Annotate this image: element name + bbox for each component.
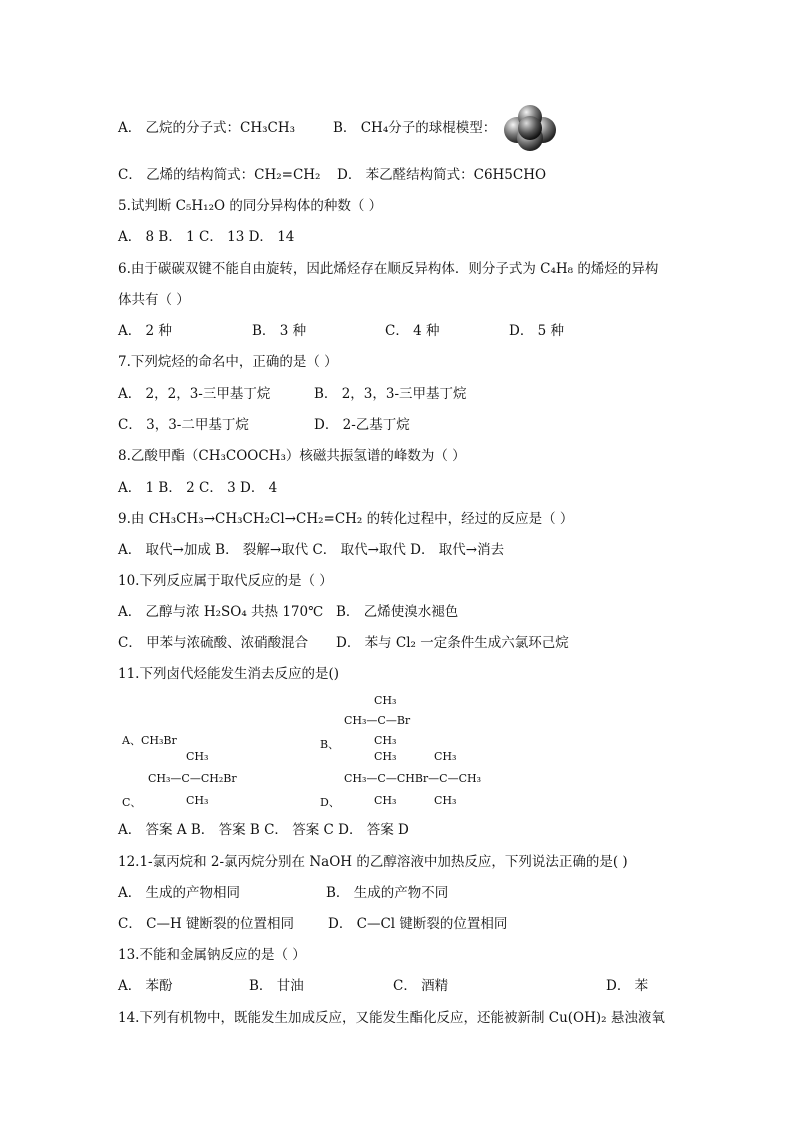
q6-stem-line2: 体共有（ ） xyxy=(118,292,190,308)
q11-fig-b-main-chain: CH₃—C—Br xyxy=(344,714,411,727)
q10-option-d: D． 苯与 Cl₂ 一定条件生成六氯环己烷 xyxy=(336,635,569,651)
q11-fig-a-label: A、CH₃Br xyxy=(122,734,177,747)
q13-option-d: D． 苯 xyxy=(606,978,649,994)
q7-option-d: D． 2-乙基丁烷 xyxy=(314,417,410,433)
q10-option-c: C． 甲苯与浓硫酸、浓硝酸混合 xyxy=(118,635,309,651)
q4-option-a: A． 乙烷的分子式：CH₃CH₃ xyxy=(118,120,296,136)
q12-option-c: C． C—H 键断裂的位置相同 xyxy=(118,916,295,932)
q12-option-a: A． 生成的产物相同 xyxy=(118,885,241,901)
q13-stem: 13.不能和金属钠反应的是（ ） xyxy=(118,947,306,963)
q11-fig-b-label: B、 xyxy=(320,738,340,751)
q11-fig-c-top-ch3: CH₃ xyxy=(186,750,209,763)
q11-fig-d-label: D、 xyxy=(320,796,340,809)
q12-option-b: B． 生成的产物不同 xyxy=(326,885,449,901)
q11-fig-c-bottom-ch3: CH₃ xyxy=(186,794,209,807)
q13-option-c: C． 酒精 xyxy=(393,978,449,994)
q6-option-d: D． 5 种 xyxy=(509,323,564,339)
q13-option-a: A． 苯酚 xyxy=(118,978,173,994)
q5-stem: 5.试判断 C₅H₁₂O 的同分异构体的种数（ ） xyxy=(118,198,383,214)
q7-option-c: C． 3，3-二甲基丁烷 xyxy=(118,417,249,433)
q5-options: A． 8 B． 1 C． 13 D． 14 xyxy=(118,229,295,245)
ch4-ball-model-image xyxy=(503,104,557,152)
q10-option-b: B． 乙烯使溴水褪色 xyxy=(336,604,459,620)
q11-fig-d-main-chain: CH₃—C—CHBr—C—CH₃ xyxy=(344,772,482,785)
q4-option-b: B． CH₄分子的球棍模型： xyxy=(333,120,497,136)
q4-option-c: C． 乙烯的结构简式：CH₂=CH₂ xyxy=(118,167,321,183)
q6-option-c: C． 4 种 xyxy=(385,323,440,339)
q7-option-a: A． 2，2，3-三甲基丁烷 xyxy=(118,386,271,402)
q9-stem: 9.由 CH₃CH₃→CH₃CH₂Cl→CH₂=CH₂ 的转化过程中，经过的反应是（ ） xyxy=(118,511,574,527)
q10-option-a: A． 乙醇与浓 H₂SO₄ 共热 170℃ xyxy=(118,604,324,620)
q11-fig-b-bottom-ch3: CH₃ xyxy=(374,734,397,747)
q6-stem-line1: 6.由于碳碳双键不能自由旋转，因此烯烃存在顺反异构体．则分子式为 C₄H₈ 的烯烃的异构 xyxy=(118,261,659,277)
q13-option-b: B． 甘油 xyxy=(249,978,304,994)
q11-fig-c-label: C、 xyxy=(122,796,142,809)
q11-options: A． 答案 A B． 答案 B C． 答案 C D． 答案 D xyxy=(118,822,409,838)
q11-structural-formulas-figure xyxy=(118,690,488,810)
q12-option-d: D． C—Cl 键断裂的位置相同 xyxy=(328,916,508,932)
q10-stem: 10.下列反应属于取代反应的是（ ） xyxy=(118,573,333,589)
q7-stem: 7.下列烷烃的命名中，正确的是（ ） xyxy=(118,354,338,370)
q7-option-b: B． 2，3，3-三甲基丁烷 xyxy=(314,386,467,402)
q11-fig-c-main-chain: CH₃—C—CH₂Br xyxy=(148,772,237,785)
q9-options: A． 取代→加成 B． 裂解→取代 C． 取代→取代 D． 取代→消去 xyxy=(118,542,505,558)
q11-fig-d-bottom-ch3-left: CH₃ xyxy=(374,794,397,807)
q8-stem: 8.乙酸甲酯（CH₃COOCH₃）核磁共振氢谱的峰数为（ ） xyxy=(118,448,466,464)
q11-fig-d-top-ch3-left: CH₃ xyxy=(374,750,397,763)
q6-option-b: B． 3 种 xyxy=(252,323,307,339)
q11-stem: 11.下列卤代烃能发生消去反应的是() xyxy=(118,666,340,682)
q12-stem: 12.1-氯丙烷和 2-氯丙烷分别在 NaOH 的乙醇溶液中加热反应，下列说法正确的是( ) xyxy=(118,854,628,870)
q8-options: A． 1 B． 2 C． 3 D． 4 xyxy=(118,480,278,496)
q11-fig-b-top-ch3: CH₃ xyxy=(374,694,397,707)
q11-fig-d-bottom-ch3-right: CH₃ xyxy=(434,794,457,807)
q11-fig-d-top-ch3-right: CH₃ xyxy=(434,750,457,763)
q6-option-a: A． 2 种 xyxy=(118,323,172,339)
q4-option-d: D． 苯乙醛结构简式：C6H5CHO xyxy=(337,167,547,183)
q14-stem: 14.下列有机物中，既能发生加成反应，又能发生酯化反应，还能被新制 Cu(OH)₂ 悬浊液氧 xyxy=(118,1010,665,1026)
